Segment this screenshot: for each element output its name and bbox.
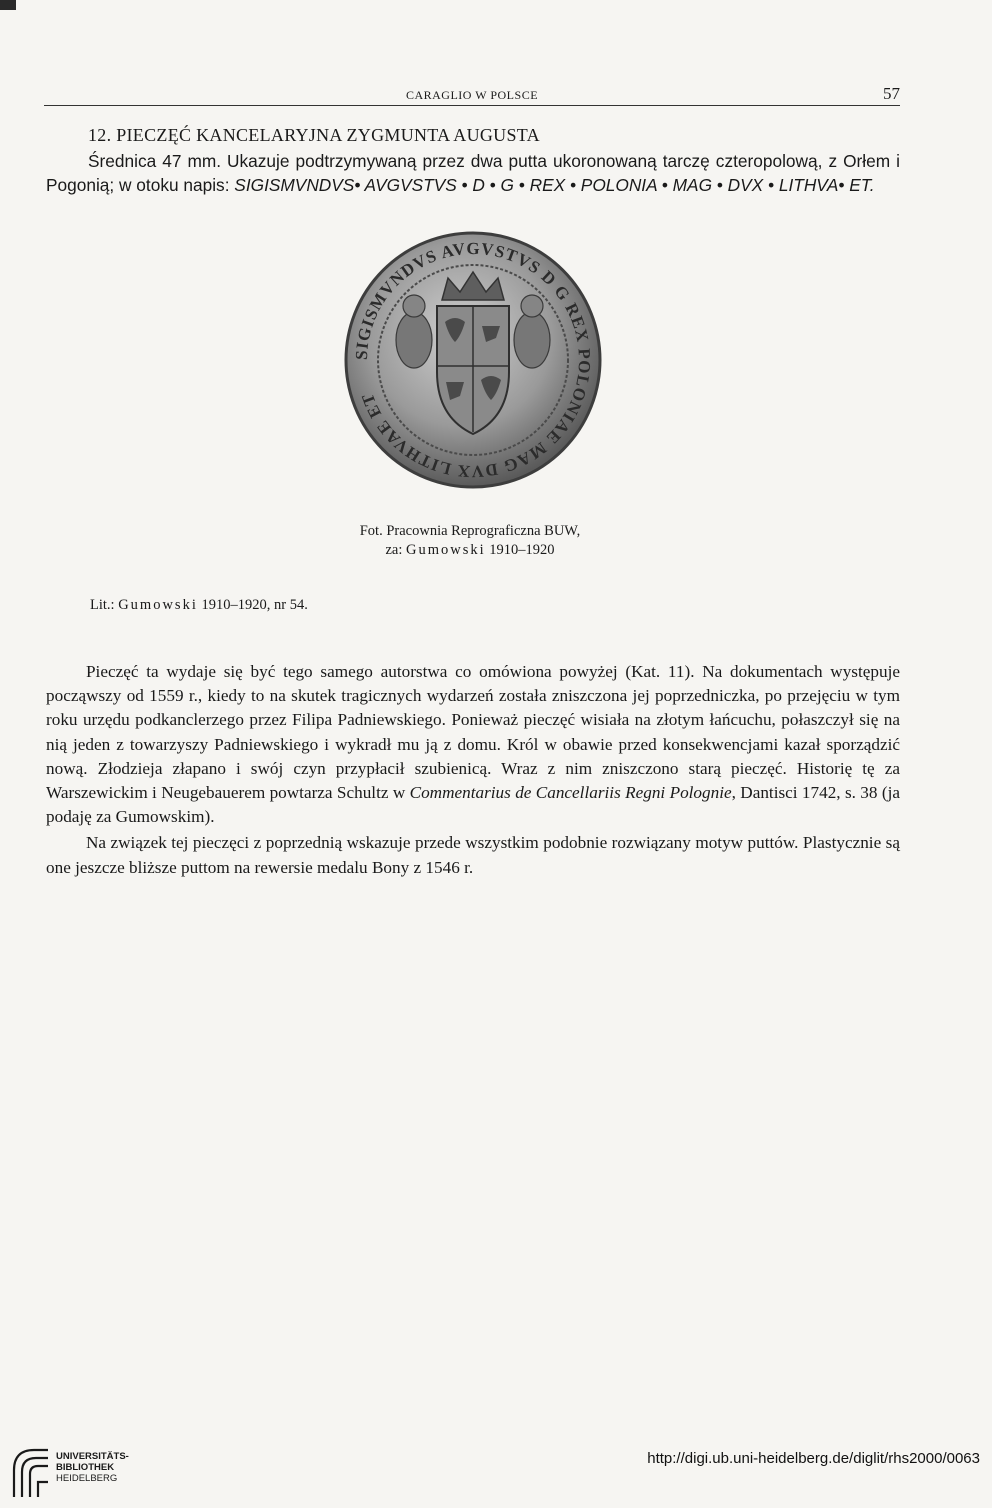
body-paragraph-2: Na związek tej pieczęci z poprzednią wskazuje przede wszystkim podobnie rozwiązany motyw puttów. Plastycznie są one jeszcze bliższe puttom na rewersie medalu Bony z 1546 r. (46, 833, 900, 877)
library-line-3: HEIDELBERG (56, 1473, 118, 1484)
description-text: Średnica 47 mm. Ukazuje podtrzymywaną przez dwa putta ukoronowaną tarczę czteropolową, z Orłem i Pogonią; w otoku napis: (46, 151, 900, 195)
entry-heading: 12. PIECZĘĆ KANCELARYJNA ZYGMUNTA AUGUSTA (88, 125, 540, 145)
caption-line-1: Fot. Pracownia Reprograficzna BUW, (359, 523, 581, 539)
library-name (56, 1451, 129, 1484)
figure-caption (300, 522, 640, 560)
body-text (46, 660, 900, 880)
library-line-1: UNIVERSITÄTS- (56, 1451, 129, 1462)
page-number: 57 (883, 84, 900, 103)
source-url-link[interactable]: http://digi.ub.uni-heidelberg.de/diglit/rhs2000/0063 (647, 1450, 980, 1467)
literature-author: Gumowski (118, 597, 198, 613)
library-line-2: BIBLIOTHEK (56, 1462, 115, 1473)
running-head (44, 84, 900, 106)
seal-inscription: SIGISMVNDVS• AVGVSTVS • D • G • REX • POLONIA • MAG • DVX • LITHVA• ET. (234, 175, 875, 195)
body-paragraph-1 (46, 660, 900, 829)
literature-suffix: 1910–1920, nr 54. (197, 597, 308, 613)
literature-prefix: Lit.: (90, 597, 119, 613)
seal-image (342, 222, 604, 498)
caption-suffix: 1910–1920 (485, 542, 555, 558)
literature-reference (90, 597, 308, 614)
caption-line-2 (300, 541, 640, 560)
running-head-title: CARAGLIO W POLSCE (405, 88, 539, 102)
paragraph-1-text: Pieczęć ta wydaje się być tego samego autorstwa co omówiona powyżej (Kat. 11). Na dokumentach występuje począwszy od 1559 r., kiedy to na skutek tragicznych wydarzeń została zniszczona jej poprzedniczka, po przejęciu w tym roku urzędu podkanclerzego przez Filipa Padniewskiego. Ponieważ pieczęć wisiała na złotym łańcuchu, połaszczył się na nią jeden z towarzyszy Padniewskiego i wykradł mu ją z domu. Król w obawie przed konsekwencjami kazał sporządzić nową. Złodzieja złapano i swój czyn przypłacił szubienicą. Wraz z nim zniszczono starą pieczęć. Historię tę za Warszewickim i Neugebauerem powtarza Schultz w (46, 662, 900, 803)
entry-description (46, 149, 900, 197)
paragraph-1-end: , Dantisci 1742, s. 38 (ja podaję za Gumowskim). (46, 783, 900, 827)
seal-legend: SIGISMVNDVS AVGVSTVS D G REX POLONIAE MAG DVX LITHVAE ET (351, 238, 595, 482)
page-edge-mark (0, 0, 16, 10)
work-title: Commentarius de Cancellariis Regni Polognie (409, 783, 732, 803)
caption-prefix: za: (385, 542, 406, 558)
caption-author: Gumowski (406, 542, 486, 558)
